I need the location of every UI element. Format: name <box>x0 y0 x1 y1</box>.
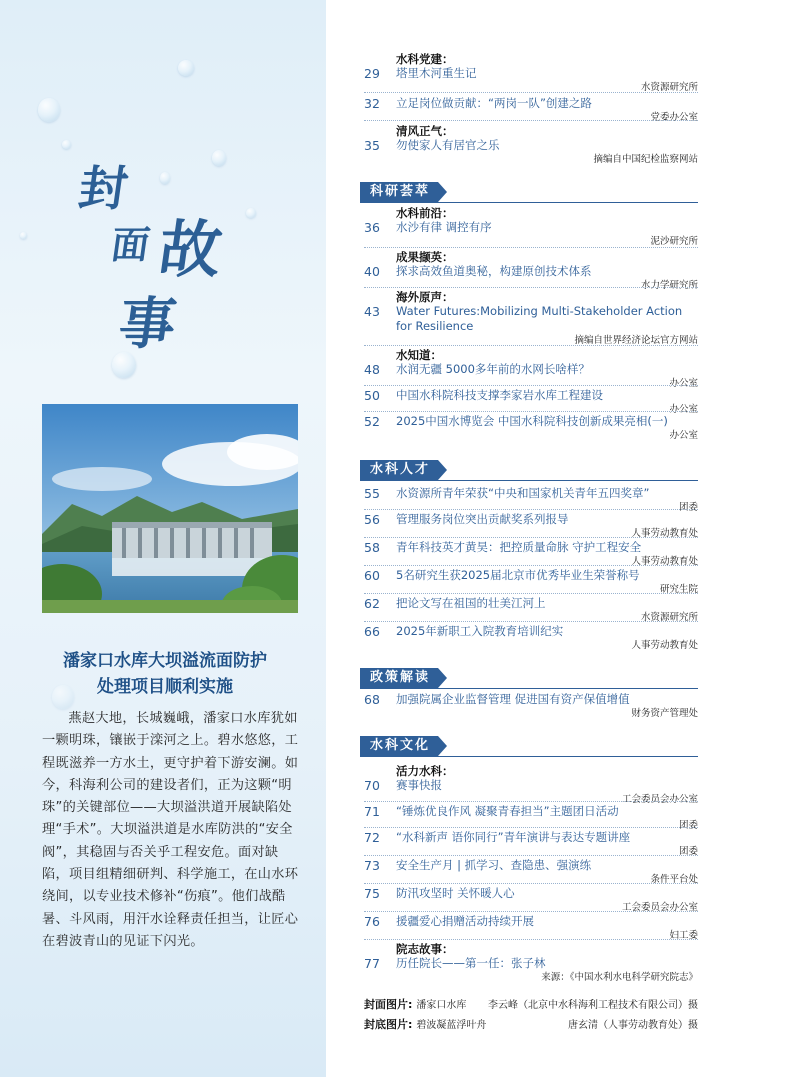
toc-entry-title: 水资源所青年荣获“中央和国家机关青年五四奖章” <box>396 486 650 500</box>
toc-entry-title: 防汛攻坚时 关怀暖人心 <box>396 886 515 900</box>
toc-entry-page: 58 <box>364 540 380 555</box>
toc-entry-source: 工会委员会办公室 <box>621 794 698 805</box>
toc-divider <box>364 287 698 288</box>
toc-entry[interactable] <box>364 942 698 984</box>
toc-divider <box>364 385 698 386</box>
toc-section-rule <box>360 756 698 757</box>
toc-entry-source: 来源：《中国水利水电科学研究院志》 <box>541 972 698 983</box>
toc-divider <box>364 593 698 594</box>
toc-entry-title: 勿使家人有居官之乐 <box>396 138 500 152</box>
toc-entry-source: 人事劳动教育处 <box>631 640 698 651</box>
toc-divider <box>364 509 698 510</box>
water-drop-decoration <box>38 98 60 122</box>
toc-divider <box>364 621 698 622</box>
toc-entry-source: 摘编自世界经济论坛官方网站 <box>574 335 698 346</box>
toc-entry-source: 泥沙研究所 <box>650 236 698 247</box>
toc-entry-column: 海外原声： <box>396 290 454 304</box>
toc-entry-column: 院志故事： <box>396 942 454 956</box>
toc-entry-page: 32 <box>364 96 380 111</box>
toc-entry-source: 水资源研究所 <box>640 612 698 623</box>
cover-image-label: 封面图片: <box>364 998 413 1011</box>
cover-image-value: 潘家口水库 <box>416 1000 467 1011</box>
toc-entry-page: 48 <box>364 362 380 377</box>
water-drop-decoration <box>160 172 170 184</box>
cover-story-body: 燕赵大地，长城巍峨，潘家口水库犹如一颗明珠，镶嵌于滦河之上。碧水悠悠，工程既滋养一方水土，更守护着下游安澜。如今，科海利公司的建设者们，正为这颗“明珠”的关键部位——大坝溢洪道开展缺陷处理“手术”。大坝溢洪道是水库防洪的“安全阀”，其稳固与否关乎工程安危。面对缺陷，项目组精细研判、科学施工，在山水环绕间，以专业技术修补“伤痕”。他们战酷暑、斗风雨，用汗水诠释责任担当，让匠心在碧波青山的见证下闪光。 <box>42 711 299 949</box>
water-drop-decoration <box>20 232 27 239</box>
toc-entry-title: “锤炼优良作风 凝聚青春担当”主题团日活动 <box>396 804 619 818</box>
toc-entry-source: 团委 <box>678 846 698 857</box>
toc-entry[interactable] <box>364 568 698 596</box>
toc-entry-source: 研究生院 <box>659 584 698 595</box>
cover-story-title-line: 处理项目顺利实施 <box>97 677 233 697</box>
toc-entry-source: 工会委员会办公室 <box>621 902 698 913</box>
toc-entry[interactable] <box>364 124 698 166</box>
toc-section-header[interactable] <box>360 182 447 202</box>
toc-entry-column: 水科党建： <box>396 52 454 66</box>
toc-entry-title: 塔里木河重生记 <box>396 66 477 80</box>
toc-section-rule <box>360 688 698 689</box>
toc-entry[interactable] <box>364 290 698 347</box>
toc-entry[interactable] <box>364 692 698 720</box>
back-image-label: 封底图片: <box>364 1018 413 1031</box>
image-credits <box>364 996 698 1036</box>
toc-entry-page: 56 <box>364 512 380 527</box>
toc-entry-title: 水沙有律 调控有序 <box>396 220 492 234</box>
toc-entry-page: 29 <box>364 66 380 81</box>
section-arrow-icon <box>438 182 447 202</box>
toc-entry-page: 62 <box>364 596 380 611</box>
toc-entry-title: 加强院属企业监督管理 促进国有资产保值增值 <box>396 692 630 706</box>
cover-story-panel <box>0 0 326 1077</box>
toc-entry[interactable] <box>364 540 698 568</box>
section-arrow-icon <box>438 460 447 480</box>
toc-entry-source: 条件平台处 <box>650 874 698 885</box>
toc-divider <box>364 247 698 248</box>
toc-entry-title: 青年科技英才黄昊：把控质量命脉 守护工程安全 <box>396 540 642 554</box>
cover-story-title-line: 潘家口水库大坝溢流面防护 <box>63 651 267 671</box>
toc-entry[interactable] <box>364 886 698 914</box>
toc-entry-page: 35 <box>364 138 380 153</box>
toc-entry[interactable] <box>364 348 698 390</box>
toc-entry[interactable] <box>364 250 698 292</box>
cover-image-credit <box>364 996 698 1016</box>
toc-section-rule <box>360 202 698 203</box>
toc-entry-source: 团委 <box>678 502 698 513</box>
cover-story-heading-char: 事 <box>114 291 181 357</box>
toc-divider <box>364 939 698 940</box>
toc-entry-page: 70 <box>364 778 380 793</box>
toc-entry[interactable] <box>364 624 698 652</box>
toc-entry-title: 探求高效鱼道奥秘，构建原创技术体系 <box>396 264 592 278</box>
section-arrow-icon <box>438 736 447 756</box>
toc-entry-page: 40 <box>364 264 380 279</box>
toc-entry-page: 50 <box>364 388 380 403</box>
toc-entry[interactable] <box>364 596 698 624</box>
toc-entry-title: 2025中国水博览会 中国水科院科技创新成果亮相(一) <box>396 414 668 428</box>
toc-entry-title: 立足岗位做贡献：“两岗一队”创建之路 <box>396 96 592 110</box>
toc-section-label: 水科文化 <box>360 736 438 756</box>
toc-entry-title: 历任院长——第一任：张子林 <box>396 956 546 970</box>
toc-entry-source: 摘编自中国纪检监察网站 <box>593 154 698 165</box>
section-arrow-icon <box>438 668 447 688</box>
toc-entry-page: 76 <box>364 914 380 929</box>
toc-section-header[interactable] <box>360 668 447 688</box>
toc-section-label: 水科人才 <box>360 460 438 480</box>
toc-entry-page: 60 <box>364 568 380 583</box>
toc-entry[interactable] <box>364 830 698 858</box>
toc-entry[interactable] <box>364 52 698 94</box>
cover-image-photographer: 李云峰（北京中水科海利工程技术有限公司）摄 <box>488 1000 698 1011</box>
toc-entry-page: 55 <box>364 486 380 501</box>
water-drop-decoration <box>212 150 226 166</box>
toc-entry[interactable] <box>364 206 698 248</box>
toc-divider <box>364 801 698 802</box>
toc-entry-source: 团委 <box>678 820 698 831</box>
cover-story-title <box>30 648 300 700</box>
toc-entry-title: 2025年新职工入院教育培训纪实 <box>396 624 564 638</box>
toc-divider <box>364 565 698 566</box>
toc-entry-title: 中国水科院科技支撑李家岩水库工程建设 <box>396 388 603 402</box>
toc-entry-title: 5名研究生获2025届北京市优秀毕业生荣誉称号 <box>396 568 640 582</box>
cover-story-heading-char: 封 <box>75 161 132 217</box>
toc-divider <box>364 120 698 121</box>
toc-entry[interactable] <box>364 914 698 942</box>
toc-entry-source: 党委办公室 <box>650 112 698 123</box>
back-image-credit <box>364 1016 698 1036</box>
cover-story-heading-char: 故 <box>154 213 227 286</box>
cover-photo-dam <box>42 404 298 613</box>
toc-entry-title: 援疆爱心捐赠活动持续开展 <box>396 914 534 928</box>
toc-entry-title: 水润无疆 5000多年前的水网长啥样？ <box>396 362 590 376</box>
toc-entry-title: 把论文写在祖国的壮美江河上 <box>396 596 546 610</box>
back-image-photographer: 唐玄清（人事劳动教育处）摄 <box>568 1020 698 1031</box>
toc-entry-page: 77 <box>364 956 380 971</box>
toc-section-rule <box>360 480 698 481</box>
toc-divider <box>364 855 698 856</box>
toc-entry-page: 72 <box>364 830 380 845</box>
toc-entry-source: 办公室 <box>669 404 698 415</box>
water-drop-decoration <box>178 60 194 76</box>
toc-entry-page: 68 <box>364 692 380 707</box>
water-drop-decoration <box>62 140 71 149</box>
toc-divider <box>364 883 698 884</box>
toc-entry-source: 人事劳动教育处 <box>631 556 698 567</box>
back-image-value: 碧波凝蓝浮叶舟 <box>416 1020 487 1031</box>
toc-entry-source: 人事劳动教育处 <box>631 528 698 539</box>
toc-entry[interactable] <box>364 858 698 886</box>
toc-entry-source: 妇工委 <box>669 930 698 941</box>
toc-entry-column: 成果撷英： <box>396 250 454 264</box>
toc-entry-source: 办公室 <box>669 430 698 441</box>
toc-entry-column: 水科前沿： <box>396 206 454 220</box>
toc-entry-column: 水知道： <box>396 348 442 362</box>
toc-section-header[interactable] <box>360 460 447 480</box>
cover-story-heading-char: 面 <box>108 222 153 267</box>
toc-divider <box>364 411 698 412</box>
toc-entry-title: 管理服务岗位突出贡献奖系列报导 <box>396 512 569 526</box>
toc-section-header[interactable] <box>360 736 447 756</box>
toc-entry-page: 43 <box>364 304 380 319</box>
toc-divider <box>364 345 698 346</box>
toc-entry[interactable] <box>364 414 698 442</box>
toc-entry-source: 水力学研究所 <box>640 280 698 291</box>
toc-entry-column: 清风正气： <box>396 124 454 138</box>
toc-entry-page: 66 <box>364 624 380 639</box>
toc-entry-column: 活力水科： <box>396 764 454 778</box>
toc-entry-page: 71 <box>364 804 380 819</box>
toc-entry-page: 75 <box>364 886 380 901</box>
toc-entry-page: 36 <box>364 220 380 235</box>
toc-section-label: 政策解读 <box>360 668 438 688</box>
toc-divider <box>364 537 698 538</box>
toc-divider <box>364 827 698 828</box>
toc-entry-source: 办公室 <box>669 378 698 389</box>
toc-entry-title: 赛事快报 <box>396 778 442 792</box>
toc-entry-title: Water Futures:Mobilizing Multi-Stakeholder Action for Resilience <box>396 304 683 333</box>
toc-entry-title: 安全生产月 | 抓学习、查隐患、强演练 <box>396 858 592 872</box>
toc-divider <box>364 911 698 912</box>
toc-entry-source: 水资源研究所 <box>640 82 698 93</box>
toc-entry-page: 52 <box>364 414 380 429</box>
toc-entry-source: 财务资产管理处 <box>631 708 698 719</box>
toc-entry-title: “水科新声 语你同行”青年演讲与表达专题讲座 <box>396 830 631 844</box>
toc-entry[interactable] <box>364 764 698 806</box>
toc-section-label: 科研荟萃 <box>360 182 438 202</box>
toc-entry-page: 73 <box>364 858 380 873</box>
toc-divider <box>364 92 698 93</box>
water-drop-decoration <box>246 208 256 218</box>
toc-entry[interactable] <box>364 512 698 540</box>
